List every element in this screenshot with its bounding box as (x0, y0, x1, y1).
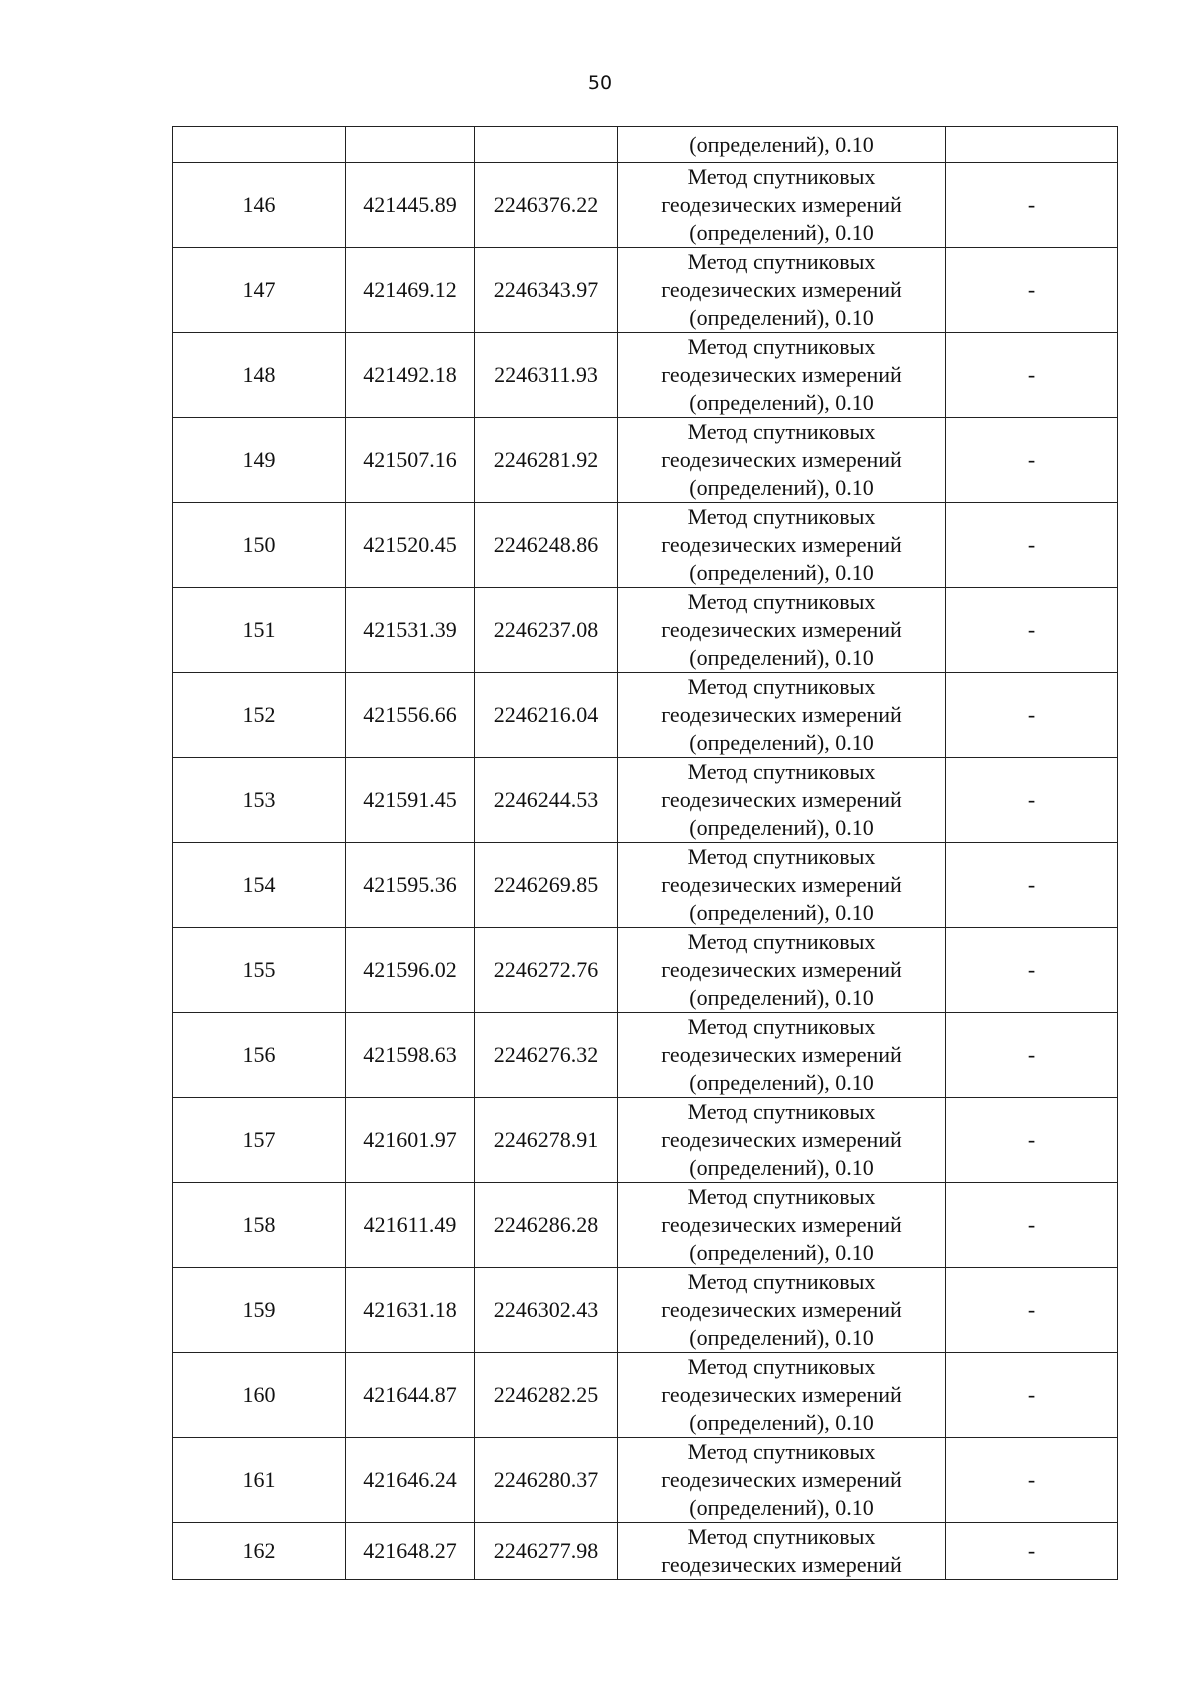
method-cell (618, 1013, 946, 1098)
y-coordinate-cell: 2246376.22 (475, 163, 618, 248)
method-cell (618, 248, 946, 333)
method-text-line: геодезических измерений (661, 1127, 902, 1152)
method-text-line: (определений), 0.10 (689, 390, 874, 415)
method-text-line: геодезических измерений (661, 362, 902, 387)
method-text-line: геодезических измерений (661, 872, 902, 897)
x-coordinate-cell: 421445.89 (346, 163, 475, 248)
method-text-line: (определений), 0.10 (689, 220, 874, 245)
point-number-cell: 152 (173, 673, 346, 758)
description-cell: - (946, 1438, 1118, 1523)
description-cell: - (946, 758, 1118, 843)
method-text-line: Метод спутниковых (687, 759, 876, 784)
table-row (173, 248, 1118, 333)
table-row (173, 1013, 1118, 1098)
method-text-line: Метод спутниковых (687, 844, 876, 869)
point-number-cell: 148 (173, 333, 346, 418)
method-text-line: (определений), 0.10 (689, 1070, 874, 1095)
description-cell: - (946, 1098, 1118, 1183)
page-number: 50 (587, 72, 613, 94)
method-text-line: Метод спутниковых (687, 1269, 876, 1294)
description-cell: - (946, 1183, 1118, 1268)
method-text-line: (определений), 0.10 (689, 900, 874, 925)
method-text-line: Метод спутниковых (687, 1354, 876, 1379)
table-row-truncated (173, 1523, 1118, 1580)
y-coordinate-cell: 2246286.28 (475, 1183, 618, 1268)
y-coordinate-cell: 2246269.85 (475, 843, 618, 928)
method-text-line: геодезических измерений (661, 1552, 902, 1577)
method-text-line: Метод спутниковых (687, 249, 876, 274)
method-cell (618, 843, 946, 928)
x-coordinate-cell: 421556.66 (346, 673, 475, 758)
table-row (173, 1098, 1118, 1183)
x-coordinate-cell: 421591.45 (346, 758, 475, 843)
x-coordinate-cell: 421631.18 (346, 1268, 475, 1353)
point-number-cell: 162 (173, 1523, 346, 1580)
method-cell (618, 163, 946, 248)
description-cell: - (946, 1523, 1118, 1580)
description-cell: - (946, 1268, 1118, 1353)
method-text-line: (определений), 0.10 (689, 560, 874, 585)
method-cell (618, 1098, 946, 1183)
y-coordinate-cell: 2246311.93 (475, 333, 618, 418)
method-text-line: Метод спутниковых (687, 1439, 876, 1464)
table-row (173, 928, 1118, 1013)
x-coordinate-cell: 421595.36 (346, 843, 475, 928)
method-text-line: геодезических измерений (661, 702, 902, 727)
point-number-cell (173, 127, 346, 163)
description-cell: - (946, 588, 1118, 673)
description-cell: - (946, 928, 1118, 1013)
table-row (173, 588, 1118, 673)
point-number-cell: 155 (173, 928, 346, 1013)
method-text-line: Метод спутниковых (687, 1014, 876, 1039)
method-text-line: (определений), 0.10 (689, 815, 874, 840)
method-text-line: Метод спутниковых (687, 1184, 876, 1209)
table-row (173, 1183, 1118, 1268)
point-number-cell: 147 (173, 248, 346, 333)
point-number-cell: 154 (173, 843, 346, 928)
table-row (173, 1438, 1118, 1523)
table-row (173, 673, 1118, 758)
method-text-line: Метод спутниковых (687, 334, 876, 359)
table-row (173, 758, 1118, 843)
method-text-line: геодезических измерений (661, 1467, 902, 1492)
method-cell (618, 1268, 946, 1353)
point-number-cell: 146 (173, 163, 346, 248)
method-cell (618, 673, 946, 758)
description-cell: - (946, 248, 1118, 333)
method-text-line: геодезических измерений (661, 1042, 902, 1067)
y-coordinate-cell: 2246343.97 (475, 248, 618, 333)
y-coordinate-cell: 2246282.25 (475, 1353, 618, 1438)
table-row (173, 163, 1118, 248)
x-coordinate-cell: 421648.27 (346, 1523, 475, 1580)
method-cell (618, 928, 946, 1013)
method-cell (618, 588, 946, 673)
y-coordinate-cell: 2246276.32 (475, 1013, 618, 1098)
description-cell: - (946, 333, 1118, 418)
method-text-line: (определений), 0.10 (689, 305, 874, 330)
y-coordinate-cell: 2246280.37 (475, 1438, 618, 1523)
method-text-line: Метод спутниковых (687, 1099, 876, 1124)
method-text-line: Метод спутниковых (687, 674, 876, 699)
point-number-cell: 151 (173, 588, 346, 673)
description-cell: - (946, 503, 1118, 588)
method-text-line: (определений), 0.10 (689, 645, 874, 670)
method-text-line: Метод спутниковых (687, 1524, 876, 1549)
point-number-cell: 156 (173, 1013, 346, 1098)
y-coordinate-cell: 2246281.92 (475, 418, 618, 503)
method-text-line: геодезических измерений (661, 957, 902, 982)
method-text-line: Метод спутниковых (687, 929, 876, 954)
table-row-continued (173, 127, 1118, 163)
method-cell (618, 418, 946, 503)
method-text-line: Метод спутниковых (687, 589, 876, 614)
method-text-line: геодезических измерений (661, 787, 902, 812)
method-cell: (определений), 0.10 (618, 127, 946, 163)
y-coordinate-cell (475, 127, 618, 163)
method-text-line: Метод спутниковых (687, 164, 876, 189)
point-number-cell: 158 (173, 1183, 346, 1268)
x-coordinate-cell: 421601.97 (346, 1098, 475, 1183)
x-coordinate-cell: 421492.18 (346, 333, 475, 418)
description-cell: - (946, 1013, 1118, 1098)
x-coordinate-cell: 421531.39 (346, 588, 475, 673)
x-coordinate-cell: 421598.63 (346, 1013, 475, 1098)
table-row (173, 418, 1118, 503)
y-coordinate-cell: 2246302.43 (475, 1268, 618, 1353)
method-cell (618, 503, 946, 588)
method-text-line: геодезических измерений (661, 277, 902, 302)
method-text-line: (определений), 0.10 (689, 1410, 874, 1435)
method-text-line: геодезических измерений (661, 532, 902, 557)
description-cell: - (946, 843, 1118, 928)
point-number-cell: 149 (173, 418, 346, 503)
method-text-line: геодезических измерений (661, 1382, 902, 1407)
y-coordinate-cell: 2246272.76 (475, 928, 618, 1013)
table-row (173, 843, 1118, 928)
table-row (173, 1268, 1118, 1353)
method-text-line: (определений), 0.10 (689, 475, 874, 500)
method-text-line: Метод спутниковых (687, 504, 876, 529)
x-coordinate-cell (346, 127, 475, 163)
point-number-cell: 157 (173, 1098, 346, 1183)
method-text-line: геодезических измерений (661, 617, 902, 642)
method-text-line: Метод спутниковых (687, 419, 876, 444)
method-text-line: (определений), 0.10 (689, 1495, 874, 1520)
point-number-cell: 160 (173, 1353, 346, 1438)
method-cell (618, 1183, 946, 1268)
method-cell (618, 333, 946, 418)
x-coordinate-cell: 421611.49 (346, 1183, 475, 1268)
description-cell: - (946, 163, 1118, 248)
method-text-line: геодезических измерений (661, 192, 902, 217)
method-text-line: (определений), 0.10 (689, 1155, 874, 1180)
y-coordinate-cell: 2246237.08 (475, 588, 618, 673)
description-cell (946, 127, 1118, 163)
method-cell (618, 1353, 946, 1438)
x-coordinate-cell: 421469.12 (346, 248, 475, 333)
x-coordinate-cell: 421646.24 (346, 1438, 475, 1523)
coordinates-table (172, 126, 1118, 1580)
table-row (173, 333, 1118, 418)
y-coordinate-cell: 2246277.98 (475, 1523, 618, 1580)
method-text-line: геодезических измерений (661, 1297, 902, 1322)
description-cell: - (946, 673, 1118, 758)
x-coordinate-cell: 421507.16 (346, 418, 475, 503)
method-text-line: (определений), 0.10 (689, 1325, 874, 1350)
description-cell: - (946, 418, 1118, 503)
point-number-cell: 161 (173, 1438, 346, 1523)
method-cell (618, 1523, 946, 1580)
method-text-line: (определений), 0.10 (689, 985, 874, 1010)
point-number-cell: 150 (173, 503, 346, 588)
y-coordinate-cell: 2246248.86 (475, 503, 618, 588)
x-coordinate-cell: 421596.02 (346, 928, 475, 1013)
y-coordinate-cell: 2246278.91 (475, 1098, 618, 1183)
method-text-line: геодезических измерений (661, 1212, 902, 1237)
x-coordinate-cell: 421520.45 (346, 503, 475, 588)
method-cell (618, 758, 946, 843)
point-number-cell: 159 (173, 1268, 346, 1353)
y-coordinate-cell: 2246244.53 (475, 758, 618, 843)
point-number-cell: 153 (173, 758, 346, 843)
x-coordinate-cell: 421644.87 (346, 1353, 475, 1438)
method-text-line: (определений), 0.10 (689, 1240, 874, 1265)
description-cell: - (946, 1353, 1118, 1438)
table-row (173, 503, 1118, 588)
method-text-line: (определений), 0.10 (689, 730, 874, 755)
method-cell (618, 1438, 946, 1523)
table-row (173, 1353, 1118, 1438)
y-coordinate-cell: 2246216.04 (475, 673, 618, 758)
table-body (173, 127, 1118, 1580)
method-text-line: геодезических измерений (661, 447, 902, 472)
